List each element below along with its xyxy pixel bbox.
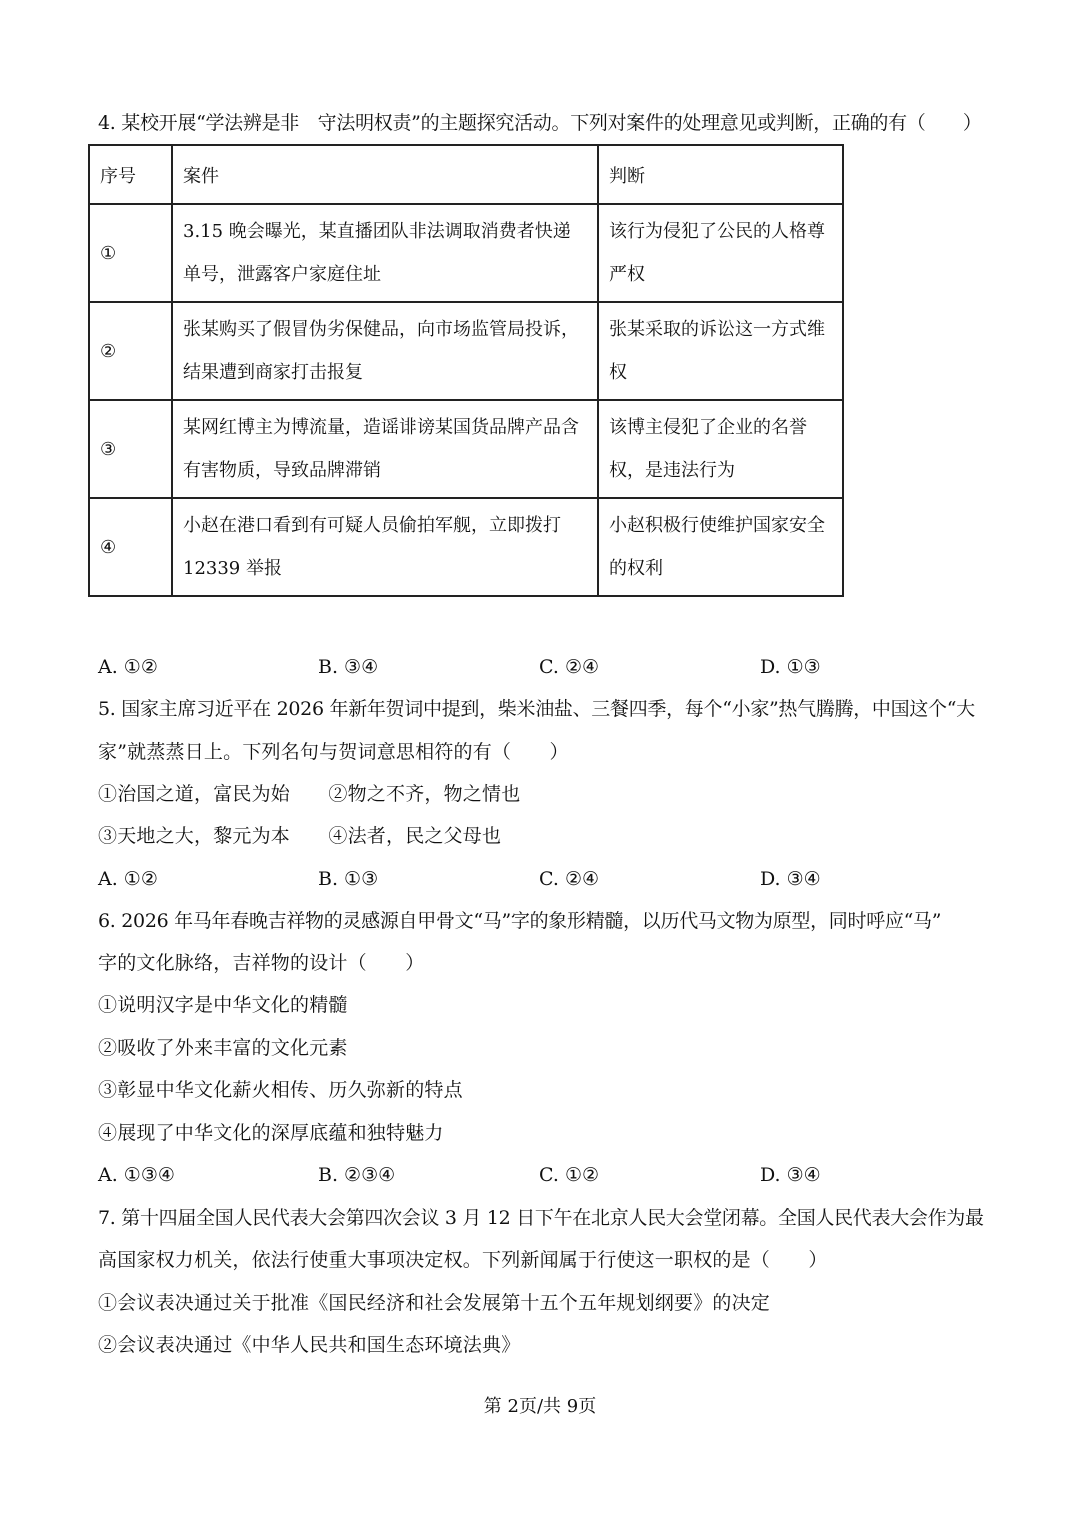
q5-option-a: A. ①② xyxy=(98,868,158,890)
q6-item-2: ②吸收了外来丰富的文化元素 xyxy=(98,1037,348,1059)
q5-option-d: D. ③④ xyxy=(760,868,821,890)
q6-item-1: ①说明汉字是中华文化的精髓 xyxy=(98,994,348,1016)
row-no: ③ xyxy=(89,400,172,498)
q6-option-d: D. ③④ xyxy=(760,1164,821,1186)
q7-item-1: ①会议表决通过关于批准《国民经济和社会发展第十五个五年规划纲要》的决定 xyxy=(98,1292,771,1314)
table-row xyxy=(89,204,843,302)
q6-item-4: ④展现了中华文化的深厚底蕴和独特魅力 xyxy=(98,1122,444,1144)
q5-items-line1: ①治国之道，富民为始 ②物之不齐，物之情也 xyxy=(98,783,521,805)
table-row xyxy=(89,400,843,498)
row-no: ④ xyxy=(89,498,172,596)
table-row xyxy=(89,302,843,400)
header-case: 案件 xyxy=(172,145,598,204)
row-case: 小赵在港口看到有可疑人员偷拍军舰，立即拨打12339 举报 xyxy=(172,498,598,596)
row-judgment: 张某采取的诉讼这一方式维权 xyxy=(598,302,843,400)
q6-option-a: A. ①③④ xyxy=(98,1164,175,1186)
q5-stem-line1: 5. 国家主席习近平在 2026 年新年贺词中提到，柴米油盐、三餐四季，每个“小家”热气腾腾，中国这个“大 xyxy=(98,698,975,720)
q4-option-c: C. ②④ xyxy=(539,656,600,678)
q6-option-c: C. ①② xyxy=(539,1164,600,1186)
q6-item-3: ③彰显中华文化薪火相传、历久弥新的特点 xyxy=(98,1079,463,1101)
q7-stem-line2: 高国家权力机关，依法行使重大事项决定权。下列新闻属于行使这一职权的是（ ） xyxy=(98,1249,828,1271)
table-row xyxy=(89,498,843,596)
table-header-row xyxy=(89,145,843,204)
q5-option-b: B. ①③ xyxy=(318,868,379,890)
row-judgment: 小赵积极行使维护国家安全的权利 xyxy=(598,498,843,596)
row-judgment: 该博主侵犯了企业的名誉权，是违法行为 xyxy=(598,400,843,498)
q7-item-2: ②会议表决通过《中华人民共和国生态环境法典》 xyxy=(98,1334,521,1356)
q7-stem-line1: 7. 第十四届全国人民代表大会第四次会议 3 月 12 日下午在北京人民大会堂闭幕。全国人民代表大会作为最 xyxy=(98,1207,984,1229)
case-table xyxy=(88,144,844,597)
row-no: ② xyxy=(89,302,172,400)
q6-option-b: B. ②③④ xyxy=(318,1164,396,1186)
q5-items-line2: ③天地之大，黎元为本 ④法者，民之父母也 xyxy=(98,825,502,847)
page-number: 第 2页/共 9页 xyxy=(483,1396,597,1417)
q5-stem-line2: 家”就蒸蒸日上。下列名句与贺词意思相符的有（ ） xyxy=(98,741,569,763)
row-no: ① xyxy=(89,204,172,302)
q5-option-c: C. ②④ xyxy=(539,868,600,890)
q4-option-a: A. ①② xyxy=(98,656,158,678)
header-judgment: 判断 xyxy=(598,145,843,204)
row-case: 某网红博主为博流量，造谣诽谤某国货品牌产品含有害物质，导致品牌滞销 xyxy=(172,400,598,498)
q4-stem: 4. 某校开展“学法辨是非 守法明权责”的主题探究活动。下列对案件的处理意见或判断，正确的有（ ） xyxy=(98,112,982,134)
q6-stem-line1: 6. 2026 年马年春晚吉祥物的灵感源自甲骨文“马”字的象形精髓，以历代马文物为原型，同时呼应“马” xyxy=(98,910,942,932)
row-case: 3.15 晚会曝光，某直播团队非法调取消费者快递单号，泄露客户家庭住址 xyxy=(172,204,598,302)
row-judgment: 该行为侵犯了公民的人格尊严权 xyxy=(598,204,843,302)
q4-option-d: D. ①③ xyxy=(760,656,821,678)
header-no: 序号 xyxy=(89,145,172,204)
q4-option-b: B. ③④ xyxy=(318,656,379,678)
q6-stem-line2: 字的文化脉络，吉祥物的设计（ ） xyxy=(98,952,425,974)
row-case: 张某购买了假冒伪劣保健品，向市场监管局投诉，结果遭到商家打击报复 xyxy=(172,302,598,400)
